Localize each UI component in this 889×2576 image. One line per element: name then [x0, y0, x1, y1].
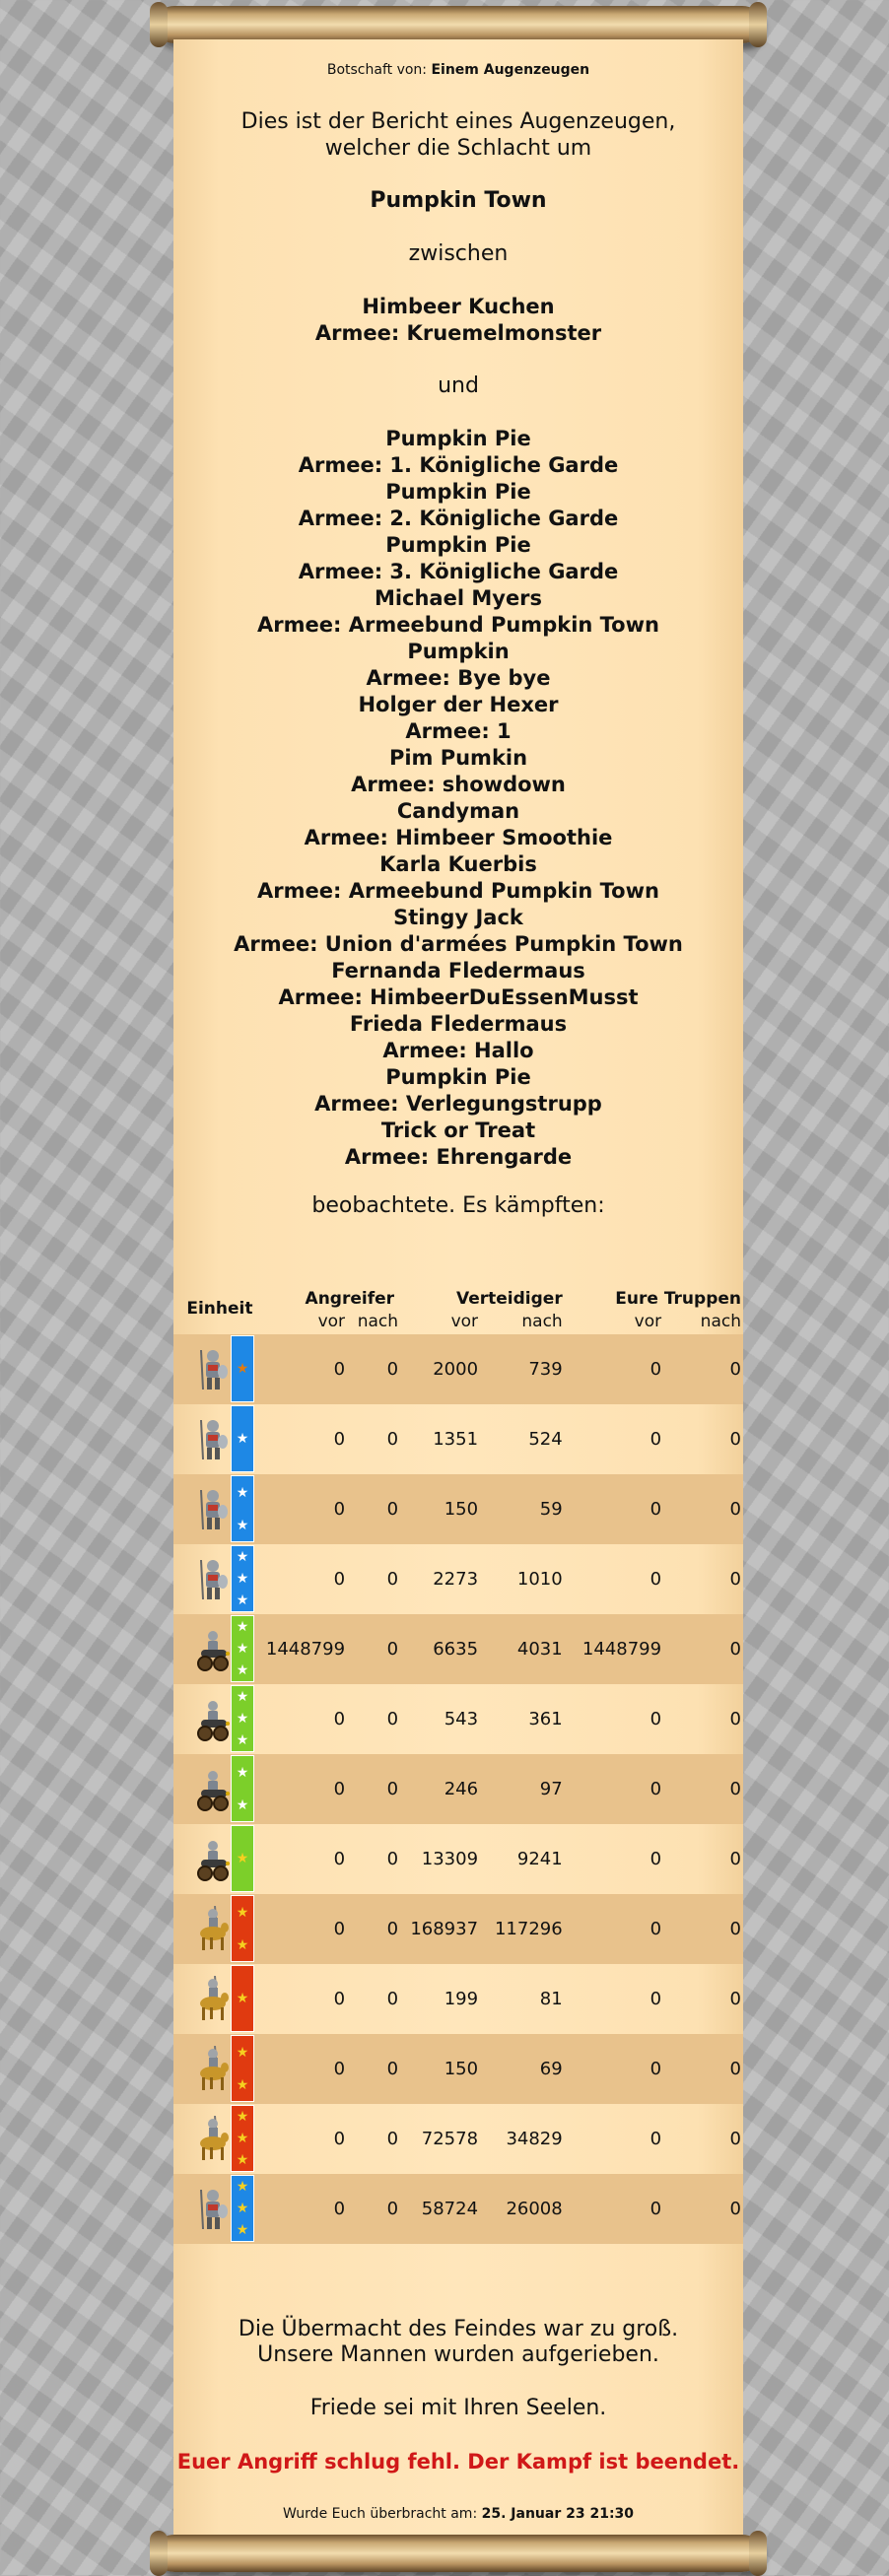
count-e-vor: 0	[650, 1989, 662, 2009]
count-a-vor: 0	[333, 1779, 346, 1799]
delivered-label: Wurde Euch überbracht am:	[282, 2506, 478, 2522]
cannon-unit-icon	[195, 1696, 231, 1743]
count-e-nach: 0	[729, 1569, 741, 1590]
count-a-vor: 0	[333, 1989, 346, 2009]
count-d-vor: 72578	[421, 2129, 479, 2149]
star-icon: ★	[236, 2076, 249, 2093]
unit-cell	[173, 1334, 266, 1404]
messenger-name: Einem Augenzeugen	[431, 62, 590, 78]
star-icon: ★	[236, 1517, 249, 1533]
rank-badge	[231, 1475, 254, 1542]
rank-badge	[231, 1335, 254, 1402]
rider-unit-icon	[195, 2116, 231, 2163]
battle-table	[173, 1283, 743, 2244]
defender-line: Pim Pumkin	[388, 746, 528, 770]
count-d-nach: 26008	[506, 2199, 563, 2219]
unit-cell	[173, 1964, 266, 2034]
defender-line: Armee: Ehrengarde	[344, 1145, 573, 1169]
knight-unit-icon	[195, 1486, 231, 1533]
rank-badge	[231, 1895, 254, 1962]
count-a-nach: 0	[386, 1919, 399, 1939]
count-a-nach: 0	[386, 1639, 399, 1660]
star-icon: ★	[236, 1593, 249, 1608]
count-d-vor: 2273	[433, 1569, 479, 1590]
cannon-unit-icon	[195, 1626, 231, 1673]
count-a-nach: 0	[386, 1359, 399, 1380]
count-a-vor: 0	[333, 1709, 346, 1729]
defender-line: Pumpkin Pie	[385, 427, 531, 450]
count-d-nach: 1010	[516, 1569, 563, 1590]
count-e-nach: 0	[729, 2199, 741, 2219]
count-e-nach: 0	[729, 1989, 741, 2009]
star-icon: ★	[236, 2201, 249, 2216]
rank-badge	[231, 1615, 254, 1682]
and-text: und	[438, 373, 479, 398]
star-icon: ★	[236, 1732, 249, 1748]
defender-line: Armee: 2. Königliche Garde	[298, 507, 619, 530]
battle-result: Euer Angriff schlug fehl. Der Kampf ist beendet.	[176, 2450, 740, 2474]
count-a-vor: 0	[333, 2199, 346, 2219]
table-row	[173, 1964, 743, 2034]
count-d-nach: 739	[528, 1359, 563, 1380]
attacker-list	[173, 294, 743, 347]
delivery-line	[173, 2505, 743, 2523]
table-row	[173, 1894, 743, 1964]
count-d-nach: 81	[539, 1989, 563, 2009]
count-e-nach: 0	[729, 1709, 741, 1729]
count-e-vor: 0	[650, 1499, 662, 1520]
count-e-vor: 0	[650, 1779, 662, 1799]
star-icon: ★	[236, 2222, 249, 2238]
between-text: zwischen	[408, 241, 509, 266]
scroll-bottom-roll	[156, 2535, 761, 2572]
count-e-vor: 0	[650, 2129, 662, 2149]
attacker-line: Armee: Kruemelmonster	[314, 321, 602, 345]
defender-line: Karla Kuerbis	[379, 852, 537, 876]
star-icon: ★	[236, 1619, 249, 1635]
col-unit-header: Einheit	[186, 1299, 253, 1319]
star-icon: ★	[236, 1936, 249, 1953]
defender-line: Armee: Verlegungstrupp	[314, 1092, 602, 1116]
table-row	[173, 1754, 743, 1824]
defender-line: Frieda Fledermaus	[349, 1012, 568, 1036]
count-e-vor: 0	[650, 1569, 662, 1590]
count-e-nach: 0	[729, 1499, 741, 1520]
rank-badge	[231, 1965, 254, 2032]
count-e-nach: 0	[729, 2129, 741, 2149]
defender-line: Pumpkin Pie	[385, 533, 531, 557]
unit-cell	[173, 2174, 266, 2244]
defender-line: Armee: HimbeerDuEssenMusst	[278, 985, 639, 1009]
report-scroll	[173, 39, 743, 2537]
unit-cell	[173, 1894, 266, 1964]
unit-cell	[173, 1684, 266, 1754]
scroll-top-roll	[156, 6, 761, 43]
star-icon: ★	[236, 1361, 249, 1377]
observed-text: beobachtete. Es kämpften:	[311, 1193, 605, 1218]
defender-line: Pumpkin	[407, 640, 510, 663]
count-a-nach: 0	[386, 1499, 399, 1520]
count-e-vor: 0	[650, 1919, 662, 1939]
star-icon: ★	[236, 1549, 249, 1565]
knight-unit-icon	[195, 1556, 231, 1603]
rank-badge	[231, 2105, 254, 2172]
defender-line: Armee: Hallo	[382, 1039, 534, 1062]
count-e-vor: 0	[650, 1709, 662, 1729]
defender-line: Armee: Himbeer Smoothie	[304, 826, 613, 849]
peace-text: Friede sei mit Ihren Seelen.	[309, 2396, 607, 2420]
count-a-vor: 0	[333, 1429, 346, 1450]
yours-before-header: vor	[634, 1312, 662, 1331]
unit-cell	[173, 1474, 266, 1544]
count-a-nach: 0	[386, 1989, 399, 2009]
star-icon: ★	[236, 1689, 249, 1705]
defender-line: Trick or Treat	[380, 1119, 536, 1142]
defender-line: Armee: Armeebund Pumpkin Town	[257, 879, 659, 903]
star-icon: ★	[236, 2109, 249, 2125]
star-icon: ★	[236, 2044, 249, 2061]
defender-line: Michael Myers	[374, 586, 543, 610]
count-e-nach: 0	[729, 1639, 741, 1660]
overpowered-text-2: Unsere Mannen wurden aufgerieben.	[257, 2342, 659, 2367]
knight-unit-icon	[195, 2186, 231, 2233]
count-a-nach: 0	[386, 1429, 399, 1450]
defender-line: Holger der Hexer	[358, 693, 559, 716]
count-a-vor: 0	[333, 2129, 346, 2149]
attacker-line: Himbeer Kuchen	[362, 295, 555, 318]
star-icon: ★	[236, 2179, 249, 2195]
count-d-nach: 34829	[506, 2129, 563, 2149]
star-icon: ★	[236, 2131, 249, 2146]
star-icon: ★	[236, 1484, 249, 1501]
defender-line: Stingy Jack	[393, 906, 523, 929]
rank-badge	[231, 1545, 254, 1612]
count-a-nach: 0	[386, 1779, 399, 1799]
defender-line: Candyman	[396, 799, 520, 823]
count-a-nach: 0	[386, 1849, 399, 1869]
count-e-vor: 0	[650, 1359, 662, 1380]
cannon-unit-icon	[195, 1766, 231, 1813]
defender-line: Pumpkin Pie	[385, 480, 531, 504]
rank-badge	[231, 1825, 254, 1892]
defender-line: Armee: showdown	[351, 773, 566, 796]
count-a-nach: 0	[386, 1569, 399, 1590]
unit-cell	[173, 1824, 266, 1894]
count-d-vor: 168937	[410, 1919, 479, 1939]
count-e-nach: 0	[729, 1849, 741, 1869]
yours-after-header: nach	[700, 1312, 741, 1331]
delivered-date: 25. Januar 23 21:30	[481, 2506, 635, 2522]
knight-unit-icon	[195, 1416, 231, 1463]
count-e-nach: 0	[729, 1359, 741, 1380]
count-a-vor: 1448799	[265, 1639, 346, 1660]
count-a-nach: 0	[386, 2129, 399, 2149]
count-d-vor: 13309	[421, 1849, 479, 1869]
count-e-vor: 0	[650, 2059, 662, 2079]
table-row	[173, 1474, 743, 1544]
count-d-nach: 524	[528, 1429, 563, 1450]
count-d-vor: 150	[444, 2059, 479, 2079]
star-icon: ★	[236, 1991, 249, 2006]
overpowered-text-1: Die Übermacht des Feindes war zu groß.	[238, 2317, 679, 2341]
defender-line: Armee: Armeebund Pumpkin Town	[257, 613, 659, 637]
count-d-nach: 4031	[516, 1639, 563, 1660]
count-d-nach: 97	[539, 1779, 563, 1799]
unit-cell	[173, 1614, 266, 1684]
count-a-nach: 0	[386, 1709, 399, 1729]
count-a-vor: 0	[333, 1569, 346, 1590]
star-icon: ★	[236, 1796, 249, 1813]
count-a-vor: 0	[333, 1499, 346, 1520]
count-d-vor: 2000	[433, 1359, 479, 1380]
messenger-line	[173, 61, 743, 79]
rank-badge	[231, 2035, 254, 2102]
count-a-nach: 0	[386, 2199, 399, 2219]
rank-badge	[231, 2175, 254, 2242]
count-d-vor: 58724	[421, 2199, 479, 2219]
rider-unit-icon	[195, 1976, 231, 2023]
attacker-after-header: nach	[357, 1312, 399, 1331]
report-intro: Dies ist der Bericht eines Augenzeugen, welcher die Schlacht um	[240, 109, 676, 161]
star-icon: ★	[236, 1764, 249, 1781]
star-icon: ★	[236, 1571, 249, 1587]
attacker-before-header: vor	[317, 1312, 346, 1331]
star-icon: ★	[236, 1662, 249, 1678]
unit-cell	[173, 1754, 266, 1824]
count-e-nach: 0	[729, 1429, 741, 1450]
table-row	[173, 2034, 743, 2104]
unit-cell	[173, 1404, 266, 1474]
defender-before-header: vor	[450, 1312, 479, 1331]
table-row	[173, 1404, 743, 1474]
count-d-nach: 59	[539, 1499, 563, 1520]
count-a-vor: 0	[333, 1849, 346, 1869]
rider-unit-icon	[195, 1906, 231, 1953]
count-a-vor: 0	[333, 1919, 346, 1939]
defender-line: Pumpkin Pie	[385, 1065, 531, 1089]
unit-cell	[173, 2034, 266, 2104]
count-e-vor: 1448799	[581, 1639, 662, 1660]
table-row	[173, 2174, 743, 2244]
table-row	[173, 1334, 743, 1404]
defender-after-header: nach	[521, 1312, 563, 1331]
defender-line: Armee: Union d'armées Pumpkin Town	[234, 932, 683, 956]
defender-line: Armee: 1	[405, 719, 512, 743]
unit-cell	[173, 2104, 266, 2174]
star-icon: ★	[236, 1641, 249, 1657]
cannon-unit-icon	[195, 1836, 231, 1883]
count-e-vor: 0	[650, 1849, 662, 1869]
count-d-vor: 246	[444, 1779, 479, 1799]
rank-badge	[231, 1685, 254, 1752]
count-e-nach: 0	[729, 1779, 741, 1799]
defender-line: Armee: Bye bye	[366, 666, 551, 690]
count-d-nach: 69	[539, 2059, 563, 2079]
table-row	[173, 1824, 743, 1894]
rank-badge	[231, 1405, 254, 1472]
col-yours-header: Eure Truppen	[615, 1289, 741, 1309]
knight-unit-icon	[195, 1346, 231, 1393]
defender-line: Armee: 3. Königliche Garde	[298, 560, 619, 583]
count-e-vor: 0	[650, 2199, 662, 2219]
count-e-nach: 0	[729, 1919, 741, 1939]
star-icon: ★	[236, 2152, 249, 2168]
count-d-nach: 361	[528, 1709, 563, 1729]
star-icon: ★	[236, 1851, 249, 1866]
table-row	[173, 1544, 743, 1614]
messenger-label: Botschaft von:	[326, 62, 428, 78]
unit-cell	[173, 1544, 266, 1614]
count-d-vor: 1351	[433, 1429, 479, 1450]
col-defender-header: Verteidiger	[456, 1289, 563, 1309]
count-d-vor: 199	[444, 1989, 479, 2009]
table-row	[173, 1684, 743, 1754]
rider-unit-icon	[195, 2046, 231, 2093]
star-icon: ★	[236, 1431, 249, 1447]
star-icon: ★	[236, 1711, 249, 1727]
count-d-vor: 6635	[433, 1639, 479, 1660]
count-a-vor: 0	[333, 2059, 346, 2079]
star-icon: ★	[236, 1904, 249, 1921]
count-d-vor: 150	[444, 1499, 479, 1520]
battle-location: Pumpkin Town	[370, 188, 547, 213]
table-row	[173, 1614, 743, 1684]
count-d-nach: 117296	[494, 1919, 563, 1939]
count-a-vor: 0	[333, 1359, 346, 1380]
count-a-nach: 0	[386, 2059, 399, 2079]
defender-list	[173, 426, 743, 1171]
table-row	[173, 2104, 743, 2174]
col-attacker-header: Angreifer	[305, 1289, 395, 1309]
count-d-vor: 543	[444, 1709, 479, 1729]
defender-line: Armee: 1. Königliche Garde	[298, 453, 619, 477]
defender-line: Fernanda Fledermaus	[331, 959, 585, 983]
count-e-vor: 0	[650, 1429, 662, 1450]
count-d-nach: 9241	[516, 1849, 563, 1869]
rank-badge	[231, 1755, 254, 1822]
count-e-nach: 0	[729, 2059, 741, 2079]
